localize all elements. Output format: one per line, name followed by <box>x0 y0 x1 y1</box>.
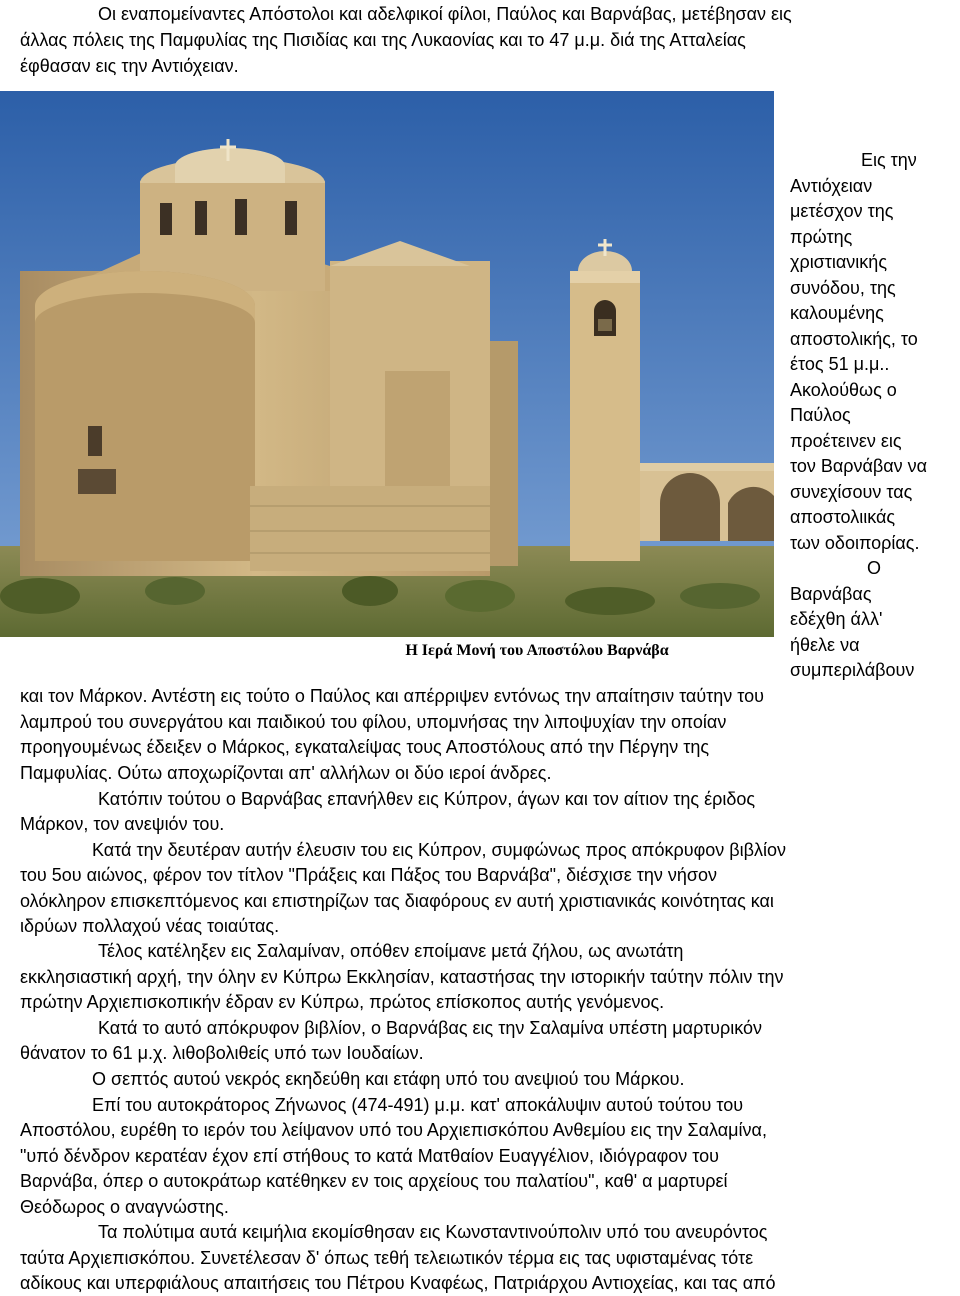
side-line: Ο <box>867 558 882 578</box>
body-line: ιδρύων πολλαχού νέας τοιαύτας. <box>20 916 280 936</box>
side-line: Παύλος <box>790 405 851 425</box>
side-line: Εις την <box>861 150 917 170</box>
side-line: Αντιόχειαν <box>790 176 873 196</box>
side-line: μετέσχον της <box>790 201 894 221</box>
side-line: αποστολιικάς <box>790 507 896 527</box>
side-line: συμπεριλάβουν <box>790 660 915 680</box>
body-line: αδίκους και υπερφιάλους απαιτήσεις του Πέτρου Κναφέως, Πατριάρχου Αντιοχείας, και τας από <box>20 1273 776 1293</box>
body-line: Τέλος κατέληξεν εις Σαλαμίναν, οπόθεν εποίμανε μετά ζήλου, ως ανωτάτη <box>98 941 684 961</box>
intro-line: έφθασαν εις την Αντιόχειαν. <box>20 56 239 76</box>
side-line: εδέχθη άλλ' <box>790 609 883 629</box>
side-line: αποστολικής, το <box>790 329 918 349</box>
body-line: Μάρκον, τον ανεψιόν του. <box>20 814 225 834</box>
body-line: θάνατον το 61 μ.χ. λιθοβολιθείς υπό των Ιουδαίων. <box>20 1043 424 1063</box>
side-line: συνεχίσουν τας <box>790 482 913 502</box>
body-line: "υπό δένδρον κερατέαν έχον επί στήθους το κατά Ματθαίον Ευαγγέλιον, ιδιόγραφον του <box>20 1146 720 1166</box>
body-line: Κατά την δευτέραν αυτήν έλευσιν του εις Κύπρον, συμφώνως προς απόκρυφον βιβλίον <box>92 840 786 860</box>
bell-tower <box>570 239 640 561</box>
body-line: πρώτην Αρχιεπισκοπικήν έδραν εν Κύπρω, πρώτος επίσκοπος αυτής γενόμενος. <box>20 992 665 1012</box>
body-line: λαμπρού του συνεργάτου και παιδικού του φίλου, υπομνήσας την λιποψυχίαν την οποίαν <box>20 712 727 732</box>
side-line: καλουμένης <box>790 303 884 323</box>
arcade <box>640 463 774 541</box>
side-line: Ακολούθως ο <box>790 380 897 400</box>
monastery-photo <box>0 91 774 637</box>
body-line: ολόκληρον επισκεπτόμενος και επιστηρίζων τας διαφόρους εν αυτή χριστιανικάς κοινότητας και <box>20 891 774 911</box>
side-line: συνόδου, της <box>790 278 896 298</box>
body-line: Βαρνάβα, όπερ ο αυτοκράτωρ κατέθηκεν εν τοις αρχείους του παλατίου", καθ' α μαρτυρεί <box>20 1171 728 1191</box>
body-line: Παμφυλίας. Ούτω αποχωρίζονται απ' αλλήλων οι δύο ιεροί άνδρες. <box>20 763 552 783</box>
body-line: Αποστόλου, ευρέθη το ιερόν του λείψανον υπό του Αρχιεπισκόπου Ανθεμίου εις την Σαλαμίνα, <box>20 1120 767 1140</box>
intro-line: Οι εναπομείναντες Απόστολοι και αδελφικοί φίλοι, Παύλος και Βαρνάβας, μετέβησαν εις <box>98 4 792 24</box>
side-line: ήθελε να <box>790 635 860 655</box>
side-line: τον Βαρνάβαν να <box>790 456 928 476</box>
body-line: Κατά το αυτό απόκρυφον βιβλίον, ο Βαρνάβας εις την Σαλαμίνα υπέστη μαρτυρικόν <box>98 1018 763 1038</box>
side-line: Βαρνάβας <box>790 584 872 604</box>
body-line: Ο σεπτός αυτού νεκρός εκηδεύθη και ετάφη υπό του ανεψιού του Μάρκου. <box>92 1069 685 1089</box>
side-line: πρώτης <box>790 227 853 247</box>
body-line: Τα πολύτιμα αυτά κειμήλια εκομίσθησαν εις Κωνσταντινούπολιν υπό του ανευρόντος <box>98 1222 768 1242</box>
side-line: των οδοιπορίας. <box>790 533 920 553</box>
body-line: Κατόπιν τούτου ο Βαρνάβας επανήλθεν εις Κύπρον, άγων και τον αίτιον της έριδος <box>98 789 756 809</box>
monastery-illustration <box>0 91 774 637</box>
side-line: έτος 51 μ.μ.. <box>790 354 890 374</box>
body-line: και τον Μάρκον. Αντέστη εις τούτο ο Παύλος και απέρριψεν εντόνως την απαίτησιν ταύτην του <box>20 686 765 706</box>
body-line: ταύτα Αρχιεπισκόπου. Συνετέλεσαν δ' όπως τεθή τελειωτικόν τέρμα εις τας υφισταμένας τότε <box>20 1248 754 1268</box>
intro-line: άλλας πόλεις της Παμφυλίας της Πισιδίας και της Λυκαονίας και το 47 μ.μ. διά της Ατταλείας <box>20 30 746 50</box>
body-line: του 5ου αιώνος, φέρον τον τίτλον "Πράξεις και Πάξος του Βαρνάβα", διέσχισε την νήσον <box>20 865 718 885</box>
side-line: χριστιανικής <box>790 252 887 272</box>
body-line: προηγουμένως έδειξεν ο Μάρκος, εγκαταλείψας τους Αποστόλους από την Πέργην της <box>20 737 710 757</box>
side-line: προέτεινεν εις <box>790 431 902 451</box>
photo-caption: Η Ιερά Μονή του Αποστόλου Βαρνάβα <box>405 642 669 659</box>
body-line: Θεόδωρος ο αναγνώστης. <box>20 1197 229 1217</box>
body-line: εκκλησιαστική αρχή, την όλην εν Κύπρω Εκκλησίαν, καταστήσας την ιστορικήν ταύτην πόλιν την <box>20 967 784 987</box>
body-line: Επί του αυτοκράτορος Ζήνωνος (474-491) μ.μ. κατ' αποκάλυψιν αυτού τούτου του <box>92 1095 744 1115</box>
